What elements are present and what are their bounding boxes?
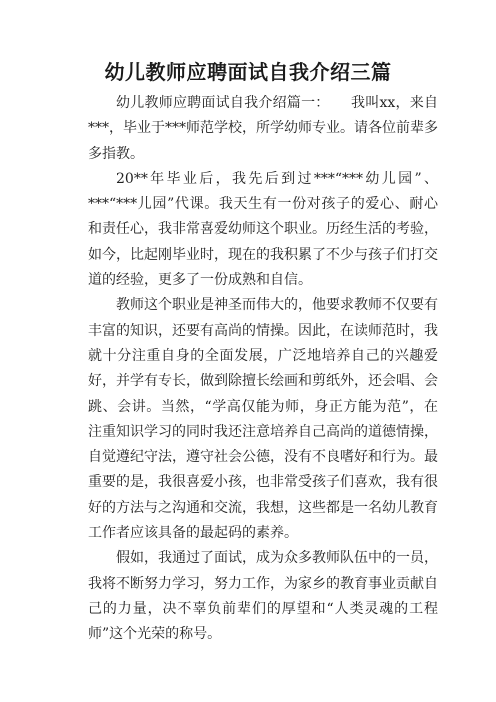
document-title: 幼儿教师应聘面试自我介绍三篇	[104, 60, 392, 84]
paragraph-3: 教师这个职业是神圣而伟大的，他要求教师不仅要有丰富的知识，还要有高尚的情操。因此，在读师范时，我就十分注重自身的全面发展，广泛地培养自己的兴趣爱好，并学有专长，做到除擅长绘画和剪纸外，还会唱、会跳、会讲。当然，“学高仅能为师，身正方能为范”，在注重知识学习的同时我还注意培养自己高尚的道德情操，自觉遵纪守法，遵守社会公德，没有不良嗜好和行为。最重要的是，我很喜爱小孩，也非常受孩子们喜欢，我有很好的方法与之沟通和交流，我想，这些都是一名幼儿教育工作者应该具备的最起码的素养。	[88, 297, 438, 542]
paragraph-2: 20**年毕业后，我先后到过***“***幼儿园”、***“***儿园”代课。我天生有一份对孩子的爱心、耐心和责任心，我非常喜爱幼师这个职业。历经生活的考验，如今，比起刚毕业时，现在的我积累了不少与孩子们打交道的经验，更多了一份成熟和自信。	[88, 170, 438, 289]
paragraph-4: 假如，我通过了面试，成为众多教师队伍中的一员，我将不断努力学习，努力工作，为家乡的教育事业贡献自己的力量，决不辜负前辈们的厚望和“人类灵魂的工程师”这个光荣的称号。	[88, 550, 438, 643]
paragraph-1: 幼儿教师应聘面试自我介绍篇一： 我叫xx，来自***，毕业于***师范学校，所学幼师专业。请各位前辈多多指教。	[88, 95, 438, 162]
document-body	[88, 91, 438, 648]
